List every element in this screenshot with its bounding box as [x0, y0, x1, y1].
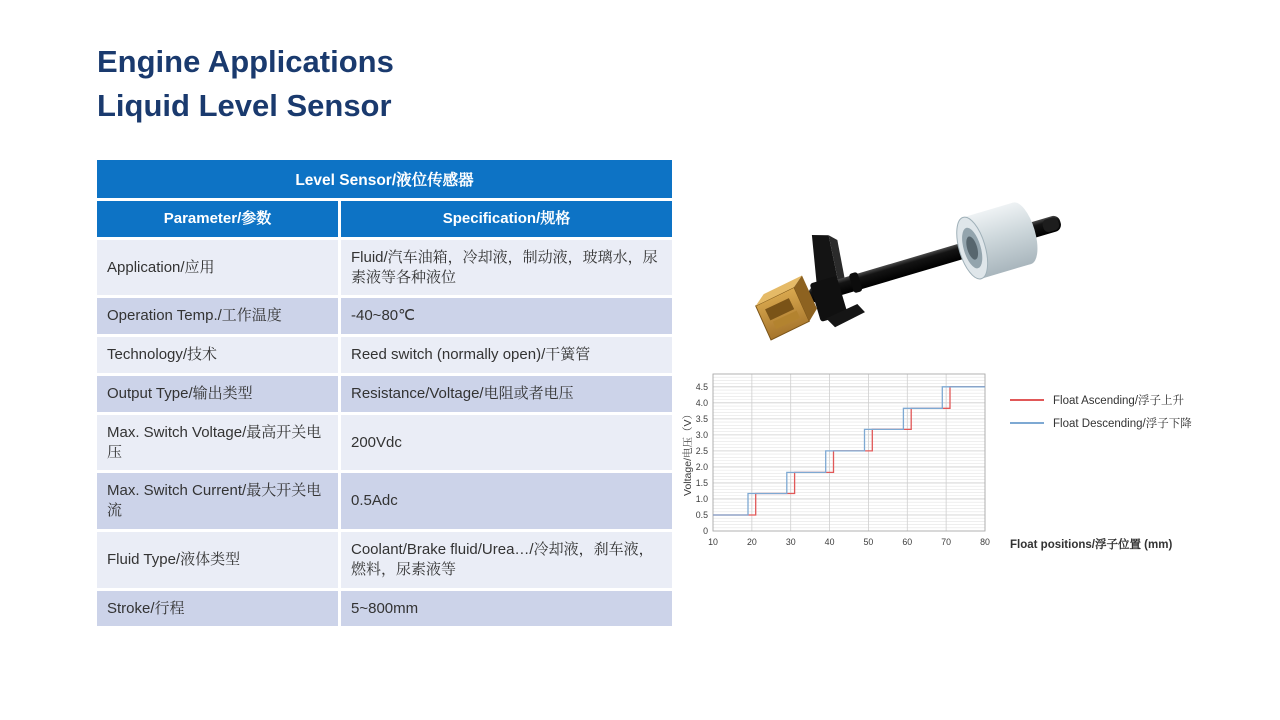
svg-text:40: 40 [824, 537, 835, 547]
table-row [97, 376, 672, 412]
page-title [97, 40, 394, 128]
parameter-cell: Stroke/行程 [97, 591, 338, 627]
voltage-chart [680, 368, 1260, 573]
svg-text:70: 70 [941, 537, 952, 547]
parameter-cell: Output Type/输出类型 [97, 376, 338, 412]
legend-item-ascending [1010, 388, 1192, 411]
legend-item-descending [1010, 411, 1192, 434]
table-row [97, 532, 672, 588]
table-row [97, 240, 672, 296]
svg-text:20: 20 [746, 537, 757, 547]
svg-text:2.0: 2.0 [695, 461, 708, 472]
chart-x-axis-label: Float positions/浮子位置 (mm) [1010, 539, 1173, 551]
legend-label-ascending: Float Ascending/浮子上升 [1053, 394, 1185, 407]
svg-text:60: 60 [902, 537, 913, 547]
svg-text:Voltage/电压（V）: Voltage/电压（V） [682, 409, 694, 496]
specification-cell: 0.5Adc [341, 473, 672, 529]
parameter-cell: Max. Switch Current/最大开关电流 [97, 473, 338, 529]
table-row [97, 473, 672, 529]
parameter-cell: Operation Temp./工作温度 [97, 298, 338, 334]
table-header-row [97, 201, 672, 237]
table-row [97, 337, 672, 373]
svg-text:4.0: 4.0 [695, 397, 708, 408]
specification-cell: 200Vdc [341, 415, 672, 471]
specification-cell: Resistance/Voltage/电阻或者电压 [341, 376, 672, 412]
svg-text:2.5: 2.5 [695, 445, 708, 456]
specification-cell: Reed switch (normally open)/干簧管 [341, 337, 672, 373]
svg-text:50: 50 [863, 537, 874, 547]
svg-text:3.0: 3.0 [695, 429, 708, 440]
svg-text:30: 30 [785, 537, 796, 547]
descending-line-swatch [1010, 422, 1044, 424]
svg-text:80: 80 [980, 537, 990, 547]
parameter-cell: Technology/技术 [97, 337, 338, 373]
specification-cell: -40~80℃ [341, 298, 672, 334]
column-header-specification: Specification/规格 [341, 201, 672, 237]
table-row [97, 591, 672, 627]
svg-text:1.0: 1.0 [695, 493, 708, 504]
svg-text:10: 10 [708, 537, 718, 547]
specification-cell: Coolant/Brake fluid/Urea…/冷却液，刹车液，燃料，尿素液等 [341, 532, 672, 588]
page-title-line1: Engine Applications [97, 44, 394, 79]
svg-text:4.5: 4.5 [695, 381, 708, 392]
chart-legend [1010, 388, 1192, 434]
table-row [97, 415, 672, 471]
level-sensor-product-image [735, 180, 1155, 355]
column-header-parameter: Parameter/参数 [97, 201, 338, 237]
page-title-line2: Liquid Level Sensor [97, 88, 392, 124]
parameter-cell: Max. Switch Voltage/最高开关电压 [97, 415, 338, 471]
parameter-cell: Application/应用 [97, 240, 338, 296]
ascending-line-swatch [1010, 399, 1044, 401]
table-row [97, 298, 672, 334]
parameter-cell: Fluid Type/液体类型 [97, 532, 338, 588]
svg-text:1.5: 1.5 [695, 477, 708, 488]
table-title: Level Sensor/液位传感器 [97, 160, 672, 198]
specification-cell: Fluid/汽车油箱，冷却液，制动液，玻璃水，尿素液等各种液位 [341, 240, 672, 296]
sensor-float [951, 199, 1044, 283]
svg-text:0: 0 [703, 526, 708, 536]
legend-label-descending: Float Descending/浮子下降 [1053, 417, 1192, 430]
chart-plot-area [680, 368, 1000, 560]
svg-text:0.5: 0.5 [695, 509, 708, 520]
svg-text:3.5: 3.5 [695, 413, 708, 424]
spec-table [97, 160, 672, 626]
specification-cell: 5~800mm [341, 591, 672, 627]
